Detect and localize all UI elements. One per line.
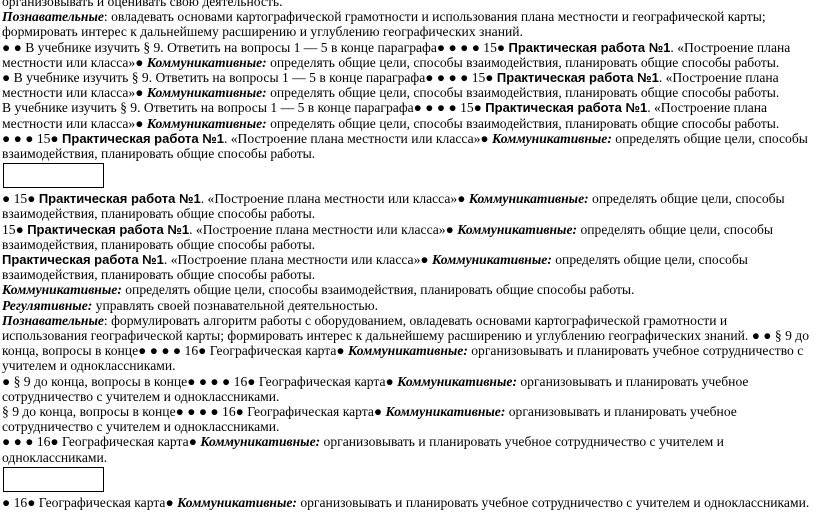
label-practical-work: Практическая работа №1	[496, 70, 659, 86]
text-span: определять общие цели, способы взаимодействия, планировать общие способы работы.	[266, 115, 780, 131]
label-communicative: Коммуникативные:	[146, 54, 267, 70]
text-span: определять общие цели, способы взаимодействия, планировать общие способы работы.	[266, 54, 780, 70]
text-span: ● ● ● 16● Географическая карта●	[2, 434, 201, 450]
text-span: организовывать и планировать учебное сотрудничество с учителем и одноклассниками.	[2, 373, 749, 404]
text-span: : формулировать алгоритм работы с оборудованием, овладевать основами картографической грамотности и использования географической карты; формировать интерес к дальнейшему расширению и углублению географических знаний. ● ● § 9 до конца, вопросы в конце● ● ● ● 16● Географическая карта●	[2, 312, 810, 359]
text-span: . «Построение плана местности или класса»●	[223, 130, 493, 146]
text-span: . «Построение плана местности или класса»●	[163, 252, 432, 268]
text-span: организовывать и планировать учебное сотрудничество с учителем и одноклассниками.	[2, 343, 804, 374]
text-span: ● 16● Географическая карта●	[2, 494, 178, 510]
text-span: организовывать и оценивать свою деятельность.	[2, 0, 283, 9]
label-communicative: Коммуникативные:	[348, 343, 468, 359]
text-span: определять общие цели, способы взаимодействия, планировать общие способы работы.	[2, 221, 774, 252]
paragraph-task-5	[2, 191, 810, 221]
empty-box	[3, 467, 104, 492]
label-communicative: Коммуникативные:	[146, 85, 267, 101]
text-span: . «Построение плана местности или класса»●	[2, 39, 791, 70]
text-span: ● ● В учебнике изучить § 9. Ответить на вопросы 1 — 5 в конце параграфа● ● ● ● 15●	[2, 39, 509, 55]
label-communicative: Коммуникативные:	[385, 404, 506, 420]
paragraph-map-2	[2, 404, 810, 434]
paragraph-map-1	[2, 374, 810, 404]
paragraph-task-1	[2, 40, 810, 70]
label-communicative: Коммуникативные:	[468, 191, 589, 207]
text-span: определять общие цели, способы взаимодействия, планировать общие способы работы.	[121, 282, 635, 298]
text-span: В учебнике изучить § 9. Ответить на вопросы 1 — 5 в конце параграфа● ● ● ● 15●	[2, 100, 486, 116]
text-span: 15●	[2, 221, 28, 237]
paragraph-cognitive-2	[2, 313, 810, 374]
label-practical-work: Практическая работа №1	[62, 130, 224, 146]
text-span: управлять своей познавательной деятельностью.	[92, 297, 379, 313]
paragraph-task-4	[2, 131, 810, 161]
text-span: . «Построение плана местности или класса»●	[2, 100, 768, 131]
label-communicative: Коммуникативные:	[177, 494, 297, 510]
label-communicative: Коммуникативные:	[2, 282, 122, 298]
paragraph-task-7	[2, 252, 810, 282]
label-practical-work: Практическая работа №1	[38, 191, 201, 207]
paragraph-regulative	[2, 298, 810, 313]
empty-box	[3, 163, 104, 188]
label-communicative: Коммуникативные:	[200, 434, 321, 450]
label-regulative: Регулятивные:	[2, 297, 93, 313]
paragraph-communicative	[2, 282, 810, 297]
paragraph-task-6	[2, 222, 810, 252]
label-practical-work: Практическая работа №1	[2, 252, 164, 268]
text-span: ● В учебнике изучить § 9. Ответить на вопросы 1 — 5 в конце параграфа● ● ● ● 15●	[2, 70, 497, 86]
label-practical-work: Практическая работа №1	[27, 221, 190, 237]
paragraph-map-3	[2, 434, 810, 464]
text-span: организовывать и планировать учебное сотрудничество с учителем и одноклассниками.	[296, 494, 810, 510]
text-span: § 9 до конца, вопросы в конце● ● ● ● 16● Географическая карта●	[2, 404, 386, 420]
text-span: . «Построение плана местности или класса»●	[2, 70, 779, 101]
paragraph-intro	[2, 0, 810, 9]
text-span: : овладевать основами картографической грамотности и использования плана местности и географической карты; формировать интерес к дальнейшему расширению и углублению географических знаний.	[2, 9, 766, 40]
text-span: определять общие цели, способы взаимодействия, планировать общие способы работы.	[266, 85, 780, 101]
paragraph-task-3	[2, 100, 810, 130]
text-span: ● ● ● 15●	[2, 130, 63, 146]
paragraph-map-4	[2, 495, 810, 510]
text-span: определять общие цели, способы взаимодействия, планировать общие способы работы.	[2, 130, 808, 162]
text-span: ● § 9 до конца, вопросы в конце● ● ● ● 16● Географическая карта●	[2, 373, 398, 389]
label-communicative: Коммуникативные:	[457, 221, 578, 237]
text-span: определять общие цели, способы взаимодействия, планировать общие способы работы.	[2, 252, 748, 283]
document-page	[2, 0, 810, 510]
paragraph-cognitive-1	[2, 9, 810, 39]
label-practical-work: Практическая работа №1	[485, 100, 648, 116]
paragraph-task-2	[2, 70, 810, 100]
label-cognitive: Познавательные	[2, 312, 104, 328]
label-practical-work: Практическая работа №1	[508, 39, 671, 55]
label-communicative: Коммуникативные:	[432, 252, 552, 268]
label-communicative: Коммуникативные:	[146, 115, 267, 131]
text-span: организовывать и планировать учебное сотрудничество с учителем и одноклассниками.	[2, 404, 737, 435]
label-communicative: Коммуникативные:	[492, 130, 612, 146]
text-span: определять общие цели, способы взаимодействия, планировать общие способы работы.	[2, 191, 785, 222]
text-span: организовывать и планировать учебное сотрудничество с учителем и одноклассниками.	[2, 434, 724, 465]
label-communicative: Коммуникативные:	[397, 373, 517, 389]
text-span: ● 15●	[2, 191, 39, 207]
text-span: . «Построение плана местности или класса»●	[189, 221, 458, 237]
text-span: . «Построение плана местности или класса»●	[200, 191, 469, 207]
label-cognitive: Познавательные	[2, 9, 104, 25]
